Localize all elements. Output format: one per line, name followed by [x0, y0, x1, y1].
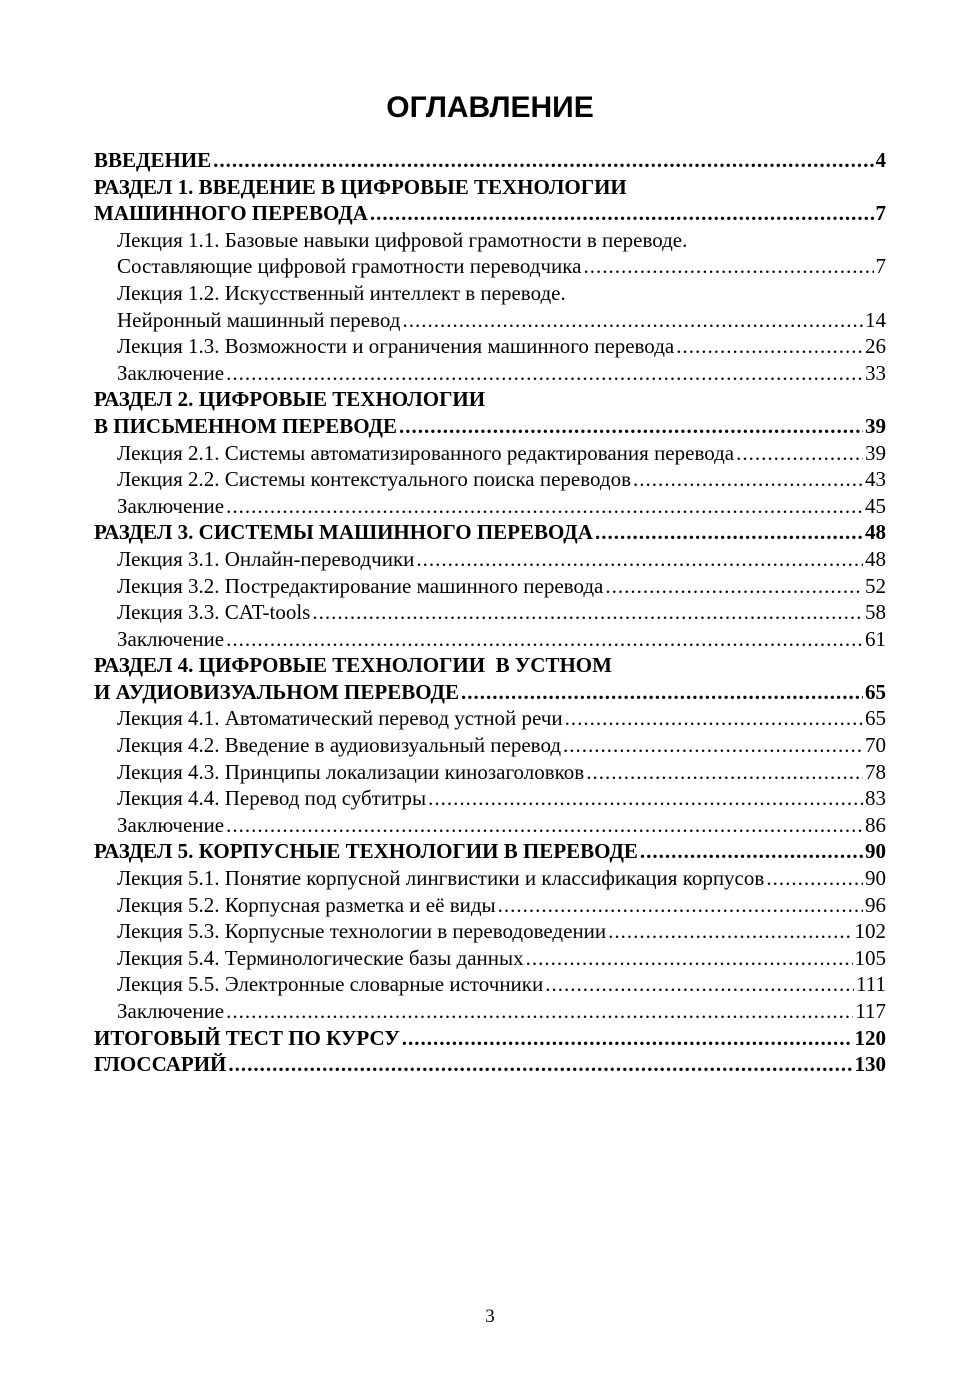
dot-leader — [312, 599, 863, 626]
toc-page-number: 48 — [865, 520, 886, 545]
toc-section-4[interactable] — [94, 679, 886, 706]
toc-section-1-title[interactable] — [94, 174, 886, 201]
toc-entry-title: ГЛОССАРИЙ — [94, 1052, 227, 1077]
toc-entry-title: РАЗДЕЛ 2. ЦИФРОВЫЕ ТЕХНОЛОГИИ — [94, 387, 486, 412]
dot-leader — [498, 892, 863, 919]
toc-entry-title: ИТОГОВЫЙ ТЕСТ ПО КУРСУ — [94, 1025, 400, 1050]
page-title: ОГЛАВЛЕНИЕ — [386, 91, 594, 124]
toc-lecture-5-5[interactable] — [94, 971, 886, 998]
toc-entry-title: Лекция 4.1. Автоматический перевод устной речи — [117, 706, 563, 731]
dot-leader — [586, 759, 863, 786]
toc-entry-title: Заключение — [117, 493, 225, 518]
toc-page-number: 4 — [875, 148, 886, 172]
toc-lecture-1-1-title[interactable] — [94, 227, 886, 254]
dot-leader — [402, 307, 863, 334]
toc-entry-title: Лекция 5.2. Корпусная разметка и её виды — [117, 892, 496, 917]
toc-entry-title: Лекция 4.2. Введение в аудиовизуальный перевод — [117, 733, 562, 758]
toc-page-number: 7 — [875, 254, 886, 279]
toc-page-number: 65 — [865, 706, 886, 731]
toc-entry-title: Лекция 3.2. Постредактирование машинного перевода — [117, 573, 604, 598]
toc-entry-title: Лекция 1.1. Базовые навыки цифровой грамотности в переводе. — [117, 227, 688, 252]
dot-leader — [565, 705, 863, 732]
toc-lecture-4-4[interactable] — [94, 785, 886, 812]
dot-leader — [226, 812, 863, 839]
toc-entry-title: И АУДИОВИЗУАЛЬНОМ ПЕРЕВОДЕ — [94, 679, 459, 704]
toc-entry-title: РАЗДЕЛ 5. КОРПУСНЫЕ ТЕХНОЛОГИИ В ПЕРЕВОДЕ — [94, 839, 638, 864]
toc-page-number: 111 — [856, 972, 886, 997]
dot-leader — [226, 626, 863, 653]
toc-page-number: 105 — [854, 945, 886, 970]
dot-leader — [640, 838, 863, 865]
toc-entry-title: Заключение — [117, 999, 225, 1023]
toc-conclusion-2[interactable] — [94, 493, 886, 520]
toc-section-5[interactable] — [94, 838, 886, 865]
dot-leader — [226, 360, 863, 387]
toc-page-number: 61 — [865, 626, 886, 651]
toc-page-number: 90 — [865, 866, 886, 891]
toc-entry-title: Заключение — [117, 626, 225, 651]
toc-page-number: 86 — [865, 812, 886, 837]
toc-entry-title: Лекция 4.3. Принципы локализации кинозаголовков — [117, 759, 585, 784]
toc-lecture-2-1[interactable] — [94, 440, 886, 467]
toc-entry-final-test[interactable] — [94, 1025, 886, 1052]
dot-leader — [399, 413, 863, 440]
toc-lecture-5-1[interactable] — [94, 865, 886, 892]
dot-leader — [584, 253, 874, 280]
toc-entry-title: ВВЕДЕНИЕ — [94, 148, 212, 172]
dot-leader — [545, 971, 854, 998]
dot-leader — [428, 785, 863, 812]
toc-entry-glossary[interactable] — [94, 1051, 886, 1078]
toc-page-number: 7 — [875, 201, 886, 226]
toc-entry-title: Лекция 3.1. Онлайн-переводчики — [117, 546, 415, 571]
dot-leader — [736, 440, 863, 467]
toc-lecture-4-3[interactable] — [94, 759, 886, 786]
toc-page-number: 48 — [865, 546, 886, 571]
dot-leader — [676, 333, 863, 360]
toc-page-number: 65 — [865, 679, 886, 704]
dot-leader — [633, 466, 863, 493]
dot-leader — [416, 546, 863, 573]
toc-entry-title: Лекция 2.1. Системы автоматизированного редактирования перевода — [117, 440, 735, 465]
toc-section-2-title[interactable] — [94, 386, 886, 413]
dot-leader — [370, 200, 874, 227]
toc-page-number: 70 — [865, 733, 886, 758]
dot-leader — [595, 519, 863, 546]
toc-lecture-3-2[interactable] — [94, 573, 886, 600]
dot-leader — [605, 573, 863, 600]
toc-entry-title: Составляющие цифровой грамотности переводчика — [117, 254, 582, 279]
toc-page-number: 26 — [865, 334, 886, 359]
toc-lecture-5-2[interactable] — [94, 892, 886, 919]
toc-entry-title: Лекция 1.2. Искусственный интеллект в переводе. — [117, 280, 566, 305]
dot-leader — [766, 865, 863, 892]
toc-entry-introduction[interactable] — [94, 147, 886, 174]
toc-section-2[interactable] — [94, 413, 886, 440]
toc-page-number: 14 — [865, 307, 886, 332]
toc-lecture-4-1[interactable] — [94, 705, 886, 732]
toc-lecture-1-2-title[interactable] — [94, 280, 886, 307]
toc-page-number: 90 — [865, 839, 886, 864]
toc-page-number: 52 — [865, 573, 886, 598]
toc-section-3[interactable] — [94, 519, 886, 546]
dot-leader — [226, 493, 863, 520]
toc-lecture-5-4[interactable] — [94, 945, 886, 972]
toc-section-1[interactable] — [94, 200, 886, 227]
toc-lecture-4-2[interactable] — [94, 732, 886, 759]
dot-leader — [563, 732, 863, 759]
toc-entry-title: Лекция 5.1. Понятие корпусной лингвистики и классификация корпусов — [117, 866, 765, 891]
toc-page-number: 130 — [854, 1052, 886, 1077]
toc-page-number: 83 — [865, 786, 886, 811]
dot-leader — [461, 679, 863, 706]
dot-leader — [608, 918, 852, 945]
toc-page-number: 102 — [854, 919, 886, 944]
toc-lecture-1-3[interactable] — [94, 333, 886, 360]
toc-entry-title: Лекция 4.4. Перевод под субтитры — [117, 786, 427, 811]
toc-page-number: 43 — [865, 467, 886, 492]
toc-entry-title: РАЗДЕЛ 1. ВВЕДЕНИЕ В ЦИФРОВЫЕ ТЕХНОЛОГИИ — [94, 174, 627, 199]
page-number: 3 — [485, 1306, 495, 1327]
toc-page-number: 33 — [865, 360, 886, 385]
toc-entry-title: МАШИННОГО ПЕРЕВОДА — [94, 201, 368, 226]
toc-conclusion-4[interactable] — [94, 812, 886, 839]
toc-entry-title: В ПИСЬМЕННОМ ПЕРЕВОДЕ — [94, 413, 397, 438]
dot-leader — [228, 1051, 852, 1078]
toc-page-number: 58 — [865, 600, 886, 625]
toc-entry-title: Лекция 2.2. Системы контекстуального поиска переводов — [117, 467, 632, 492]
toc-page-number: 45 — [865, 493, 886, 518]
dot-leader — [213, 147, 873, 174]
toc-entry-title: РАЗДЕЛ 4. ЦИФРОВЫЕ ТЕХНОЛОГИИ В УСТНОМ — [94, 653, 612, 678]
toc-entry-title: РАЗДЕЛ 3. СИСТЕМЫ МАШИННОГО ПЕРЕВОДА — [94, 520, 593, 545]
dot-leader — [402, 1025, 853, 1052]
toc-section-4-title[interactable] — [94, 652, 886, 679]
dot-leader — [226, 998, 853, 1025]
toc-lecture-3-3[interactable] — [94, 599, 886, 626]
toc-lecture-2-2[interactable] — [94, 466, 886, 493]
toc-page-number: 117 — [855, 999, 886, 1023]
toc-lecture-3-1[interactable] — [94, 546, 886, 573]
toc-page-number: 120 — [854, 1025, 886, 1050]
toc-lecture-1-1[interactable] — [94, 253, 886, 280]
toc-entry-title: Заключение — [117, 360, 225, 385]
toc-page-number: 39 — [865, 413, 886, 438]
toc-page-number: 78 — [865, 759, 886, 784]
toc-conclusion-1[interactable] — [94, 360, 886, 387]
toc-entry-title: Заключение — [117, 812, 225, 837]
toc-entry-title: Лекция 5.5. Электронные словарные источники — [117, 972, 544, 997]
toc-conclusion-5[interactable] — [94, 998, 886, 1025]
toc-lecture-1-2[interactable] — [94, 307, 886, 334]
toc-entry-title: Лекция 5.3. Корпусные технологии в переводоведении — [117, 919, 607, 944]
toc-conclusion-3[interactable] — [94, 626, 886, 653]
toc-entry-title: Лекция 1.3. Возможности и ограничения машинного перевода — [117, 334, 675, 359]
toc-entry-title: Нейронный машинный перевод — [117, 307, 401, 332]
toc-page-number: 96 — [865, 892, 886, 917]
toc-entry-title: Лекция 5.4. Терминологические базы данных — [117, 945, 524, 970]
toc-page-number: 39 — [865, 440, 886, 465]
dot-leader — [526, 945, 853, 972]
toc-lecture-5-3[interactable] — [94, 918, 886, 945]
toc-entry-title: Лекция 3.3. CAT-tools — [117, 600, 311, 625]
table-of-contents — [94, 147, 886, 1078]
